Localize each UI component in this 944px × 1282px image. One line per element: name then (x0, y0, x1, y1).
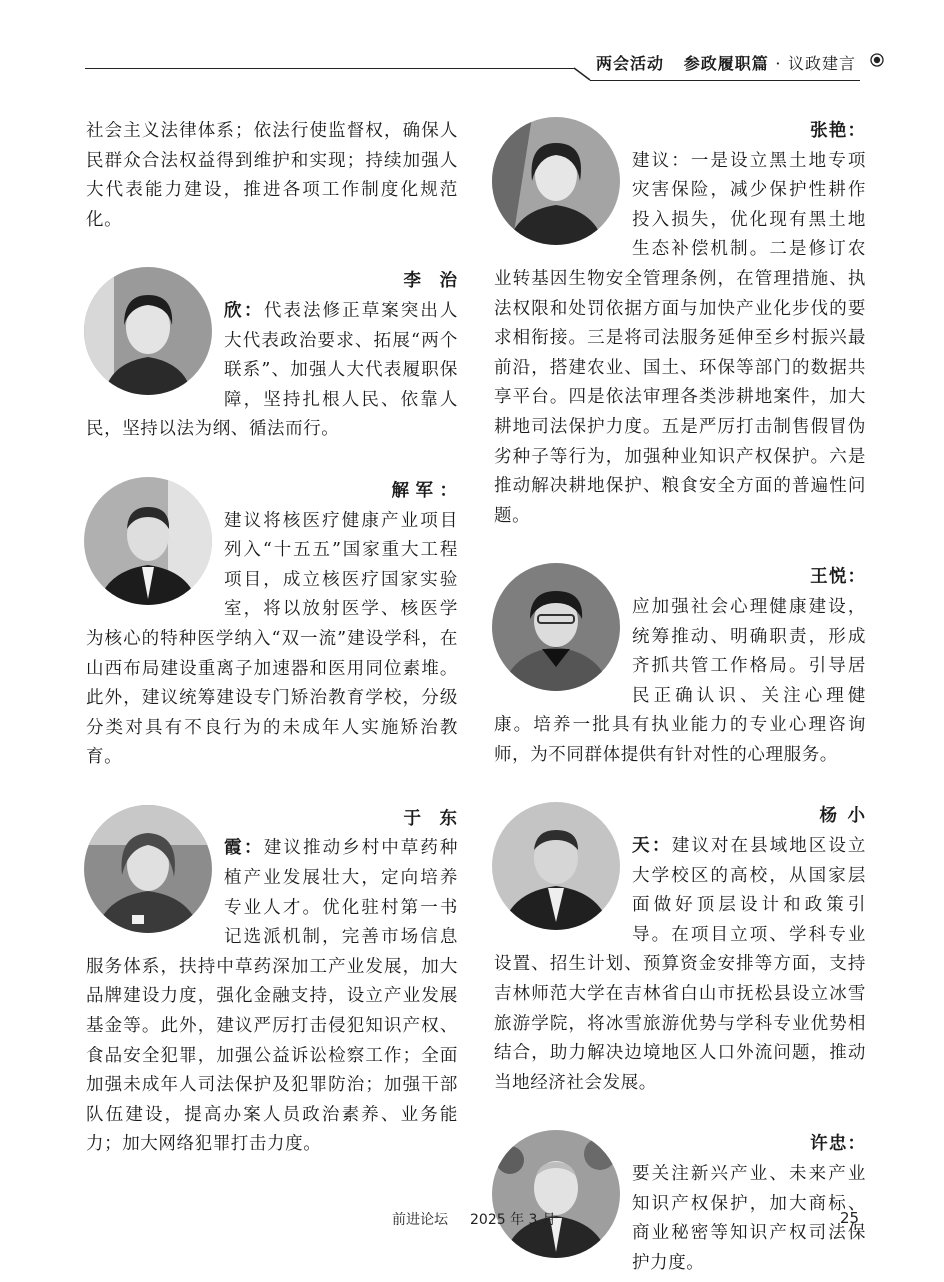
right-column (494, 117, 866, 1278)
circled-dot-icon (870, 53, 884, 67)
header-topic: 议政建言 (788, 54, 857, 73)
left-column (86, 117, 458, 1160)
portrait-photo (84, 805, 212, 933)
delegate-entry (494, 1130, 866, 1278)
portrait-photo (84, 267, 212, 395)
header-title (596, 51, 856, 74)
delegate-text: 应加强社会心理健康建设，统筹推动、明确职责，形成齐抓共管工作格局。引导居民正确认识、关注心理健康。培养一批具有执业能力的专业心理咨询师，为不同群体提供有针对性的心理服务。 (494, 596, 866, 765)
header-rule-left (85, 68, 575, 69)
header-subsection: 参政履职篇 (683, 54, 769, 73)
delegate-entry (86, 805, 458, 1160)
portrait-photo (84, 477, 212, 605)
delegate-text: 建议对在县域地区设立大学校区的高校，从国家层面做好顶层设计和政策引导。在项目立项、学科专业设置、招生计划、预算资金安排等方面，支持吉林师范大学在吉林省白山市抚松县设立冰雪旅游学院，将冰雪旅游优势与学科专业优势相结合，助力解决边境地区人口外流问题，推动当地经济社会发展。 (494, 836, 867, 1093)
delegate-name: 许忠： (810, 1134, 866, 1155)
delegate-name: 解军： (386, 480, 458, 501)
header-section: 两会活动 (596, 54, 665, 73)
footer-publication: 前进论坛 (392, 1212, 448, 1228)
delegate-entry (86, 267, 458, 445)
portrait-photo (492, 563, 620, 691)
delegate-text: 建议将核医疗健康产业项目列入“十五五”国家重大工程项目，成立核医疗国家实验室，将以放射医学、核医学为核心的特种医学纳入“双一流”建设学科，在山西布局建设重离子加速器和医用同位素堆。此外，建议统筹建设专门矫治教育学校，分级分类对具有不良行为的未成年人实施矫治教育。 (86, 510, 458, 768)
portrait-photo (492, 1130, 620, 1258)
delegate-text: 代表法修正草案突出人大代表政治要求、拓展“两个联系”、加强人大代表履职保障，坚持扎根人民、依靠人民，坚持以法为纲、循法而行。 (86, 300, 459, 440)
delegate-text: 建议：一是设立黑土地专项灾害保险，减少保护性耕作投入损失，优化现有黑土地生态补偿机制。二是修订农业转基因生物安全管理条例，在管理措施、执法权限和处罚依据方面与加快产业化步伐的要求相衔接。三是将司法服务延伸至乡村振兴最前沿，搭建农业、国土、环保等部门的数据共享平台。四是依法审理各类涉耕地案件，加大耕地司法保护力度。五是严厉打击制售假冒伪劣种子等行为，加强种业知识产权保护。六是推动解决耕地保护、粮食安全方面的普遍性问题。 (494, 150, 866, 526)
intro-paragraph: 社会主义法律体系；依法行使监督权，确保人民群众合法权益得到维护和实现；持续加强人大代表能力建设，推进各项工作制度化规范化。 (86, 121, 458, 230)
delegate-name: 于东霞： (224, 808, 458, 859)
delegate-entry (494, 802, 866, 1098)
delegate-name: 李治欣： (224, 271, 458, 321)
delegate-entry (86, 477, 458, 773)
delegate-entry (494, 117, 866, 531)
delegate-text: 要关注新兴产业、未来产业知识产权保护，加大商标、商业秘密等知识产权司法保护力度。 (632, 1164, 866, 1273)
page-number: 25 (840, 1209, 860, 1227)
delegate-name: 张艳： (810, 121, 866, 141)
portrait-photo (492, 802, 620, 930)
header-rule-right (590, 80, 860, 81)
delegate-name: 王悦： (810, 567, 866, 588)
header-separator: · (775, 54, 782, 73)
delegate-entry (494, 563, 866, 770)
portrait-photo (492, 117, 620, 245)
delegate-name: 杨小天： (632, 806, 866, 857)
footer-date: 2025 年 3 月 (470, 1212, 556, 1228)
delegate-text: 建议推动乡村中草药种植产业发展壮大，定向培养专业人才。优化驻村第一书记选派机制，完善市场信息服务体系，扶持中草药深加工产业发展，加大品牌建设力度，强化金融支持，设立产业发展基金等。此外，建议严厉打击侵犯知识产权、食品安全犯罪，加强公益诉讼检察工作；全面加强未成年人司法保护及犯罪防治；加强干部队伍建设，提高办案人员政治素养、业务能力；加大网络犯罪打击力度。 (86, 838, 459, 1155)
